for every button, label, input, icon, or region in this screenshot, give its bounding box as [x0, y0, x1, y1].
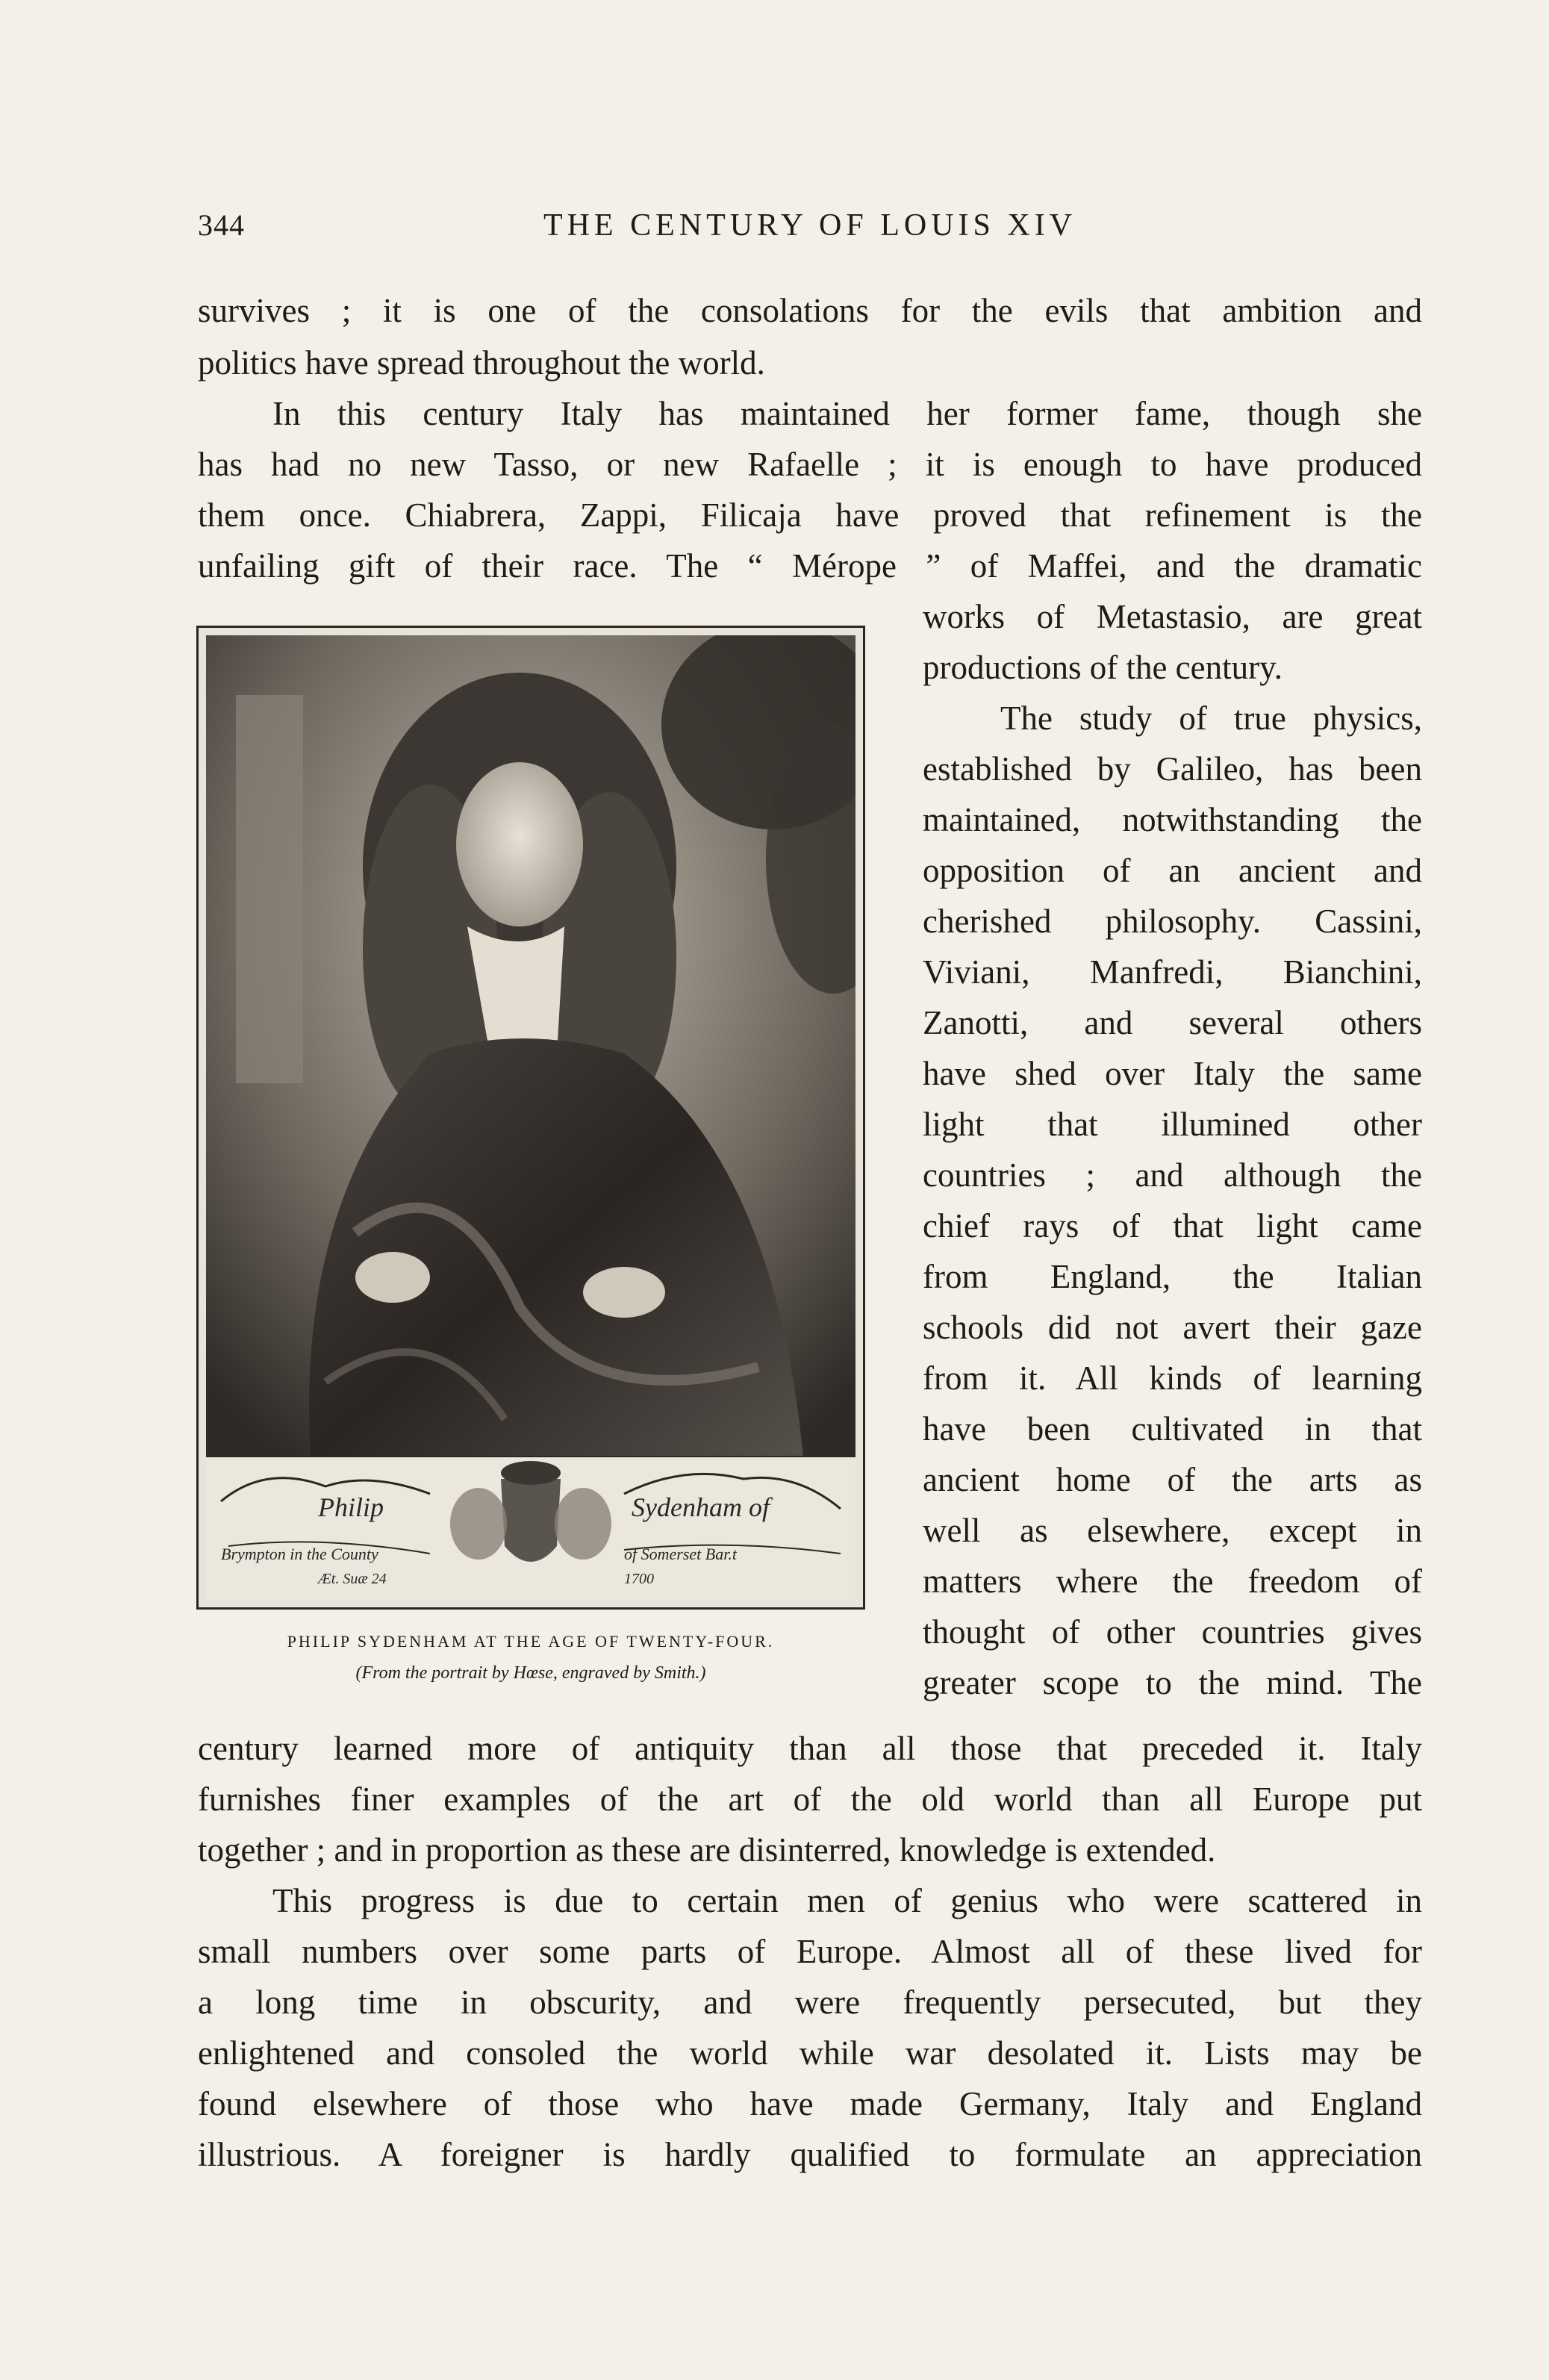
body-line: This progress is due to certain men of genius who were scattered in: [272, 1882, 1422, 1919]
body-line: unfailing gift of their race. The “ Mérope ” of Maffei, and the dramatic: [198, 547, 1422, 585]
body-line: have shed over Italy the same: [923, 1055, 1422, 1092]
body-line: opposition of an ancient and: [923, 852, 1422, 889]
body-line: ancient home of the arts as: [923, 1461, 1422, 1498]
page-number: 344: [198, 208, 245, 242]
portrait-image: [206, 635, 855, 1600]
page-header: [198, 208, 1422, 252]
body-line: Viviani, Manfredi, Bianchini,: [923, 953, 1422, 991]
body-line: maintained, notwithstanding the: [923, 801, 1422, 838]
svg-text:Brympton in the County: Brympton in the County: [221, 1545, 378, 1563]
body-line: In this century Italy has maintained her former fame, though she: [272, 395, 1422, 432]
body-line: Zanotti, and several others: [923, 1004, 1422, 1041]
svg-text:Sydenham of: Sydenham of: [632, 1492, 770, 1522]
body-line: productions of the century.: [923, 649, 1282, 686]
body-line: cherished philosophy. Cassini,: [923, 903, 1422, 940]
body-line: schools did not avert their gaze: [923, 1309, 1422, 1346]
body-line: century learned more of antiquity than all those that preceded it. Italy: [198, 1730, 1422, 1767]
portrait-engraving: [196, 626, 865, 1610]
body-line: from it. All kinds of learning: [923, 1359, 1422, 1397]
body-line: thought of other countries gives: [923, 1613, 1422, 1651]
body-line: works of Metastasio, are great: [923, 598, 1422, 635]
body-line: enlightened and consoled the world while war desolated it. Lists may be: [198, 2034, 1422, 2072]
body-line: matters where the freedom of: [923, 1563, 1422, 1600]
body-line: a long time in obscurity, and were frequently persecuted, but they: [198, 1984, 1422, 2021]
svg-text:1700: 1700: [624, 1571, 654, 1587]
body-line: together ; and in proportion as these are disinterred, knowledge is extended.: [198, 1831, 1216, 1869]
body-line: politics have spread throughout the world.: [198, 344, 765, 381]
running-title: THE CENTURY OF LOUIS XIV: [543, 208, 1077, 243]
body-line: found elsewhere of those who have made Germany, Italy and England: [198, 2085, 1422, 2122]
body-line: small numbers over some parts of Europe. Almost all of these lived for: [198, 1933, 1422, 1970]
body-line: countries ; and although the: [923, 1156, 1422, 1194]
svg-text:Æt. Suæ 24: Æt. Suæ 24: [318, 1571, 387, 1587]
body-line: The study of true physics,: [1000, 700, 1422, 737]
body-line: furnishes finer examples of the art of the old world than all Europe put: [198, 1781, 1422, 1818]
figure-caption-credit: (From the portrait by Hœse, engraved by Smith.): [355, 1663, 706, 1683]
svg-text:of Somerset Bar.t: of Somerset Bar.t: [624, 1545, 737, 1563]
body-line: them once. Chiabrera, Zappi, Filicaja have proved that refinement is the: [198, 496, 1422, 534]
body-line: has had no new Tasso, or new Rafaelle ; it is enough to have produced: [198, 446, 1422, 483]
svg-text:Philip: Philip: [318, 1492, 384, 1522]
body-line: from England, the Italian: [923, 1258, 1422, 1295]
body-line: illustrious. A foreigner is hardly qualified to formulate an appreciation: [198, 2136, 1422, 2173]
body-line: greater scope to the mind. The: [923, 1664, 1422, 1701]
body-line: well as elsewhere, except in: [923, 1512, 1422, 1549]
body-line: have been cultivated in that: [923, 1410, 1422, 1448]
body-line: light that illumined other: [923, 1106, 1422, 1143]
body-line: survives ; it is one of the consolations for the evils that ambition and: [198, 292, 1422, 329]
body-line: chief rays of that light came: [923, 1207, 1422, 1244]
body-line: established by Galileo, has been: [923, 750, 1422, 788]
figure-caption-title: PHILIP SYDENHAM AT THE AGE OF TWENTY-FOUR.: [287, 1632, 775, 1651]
